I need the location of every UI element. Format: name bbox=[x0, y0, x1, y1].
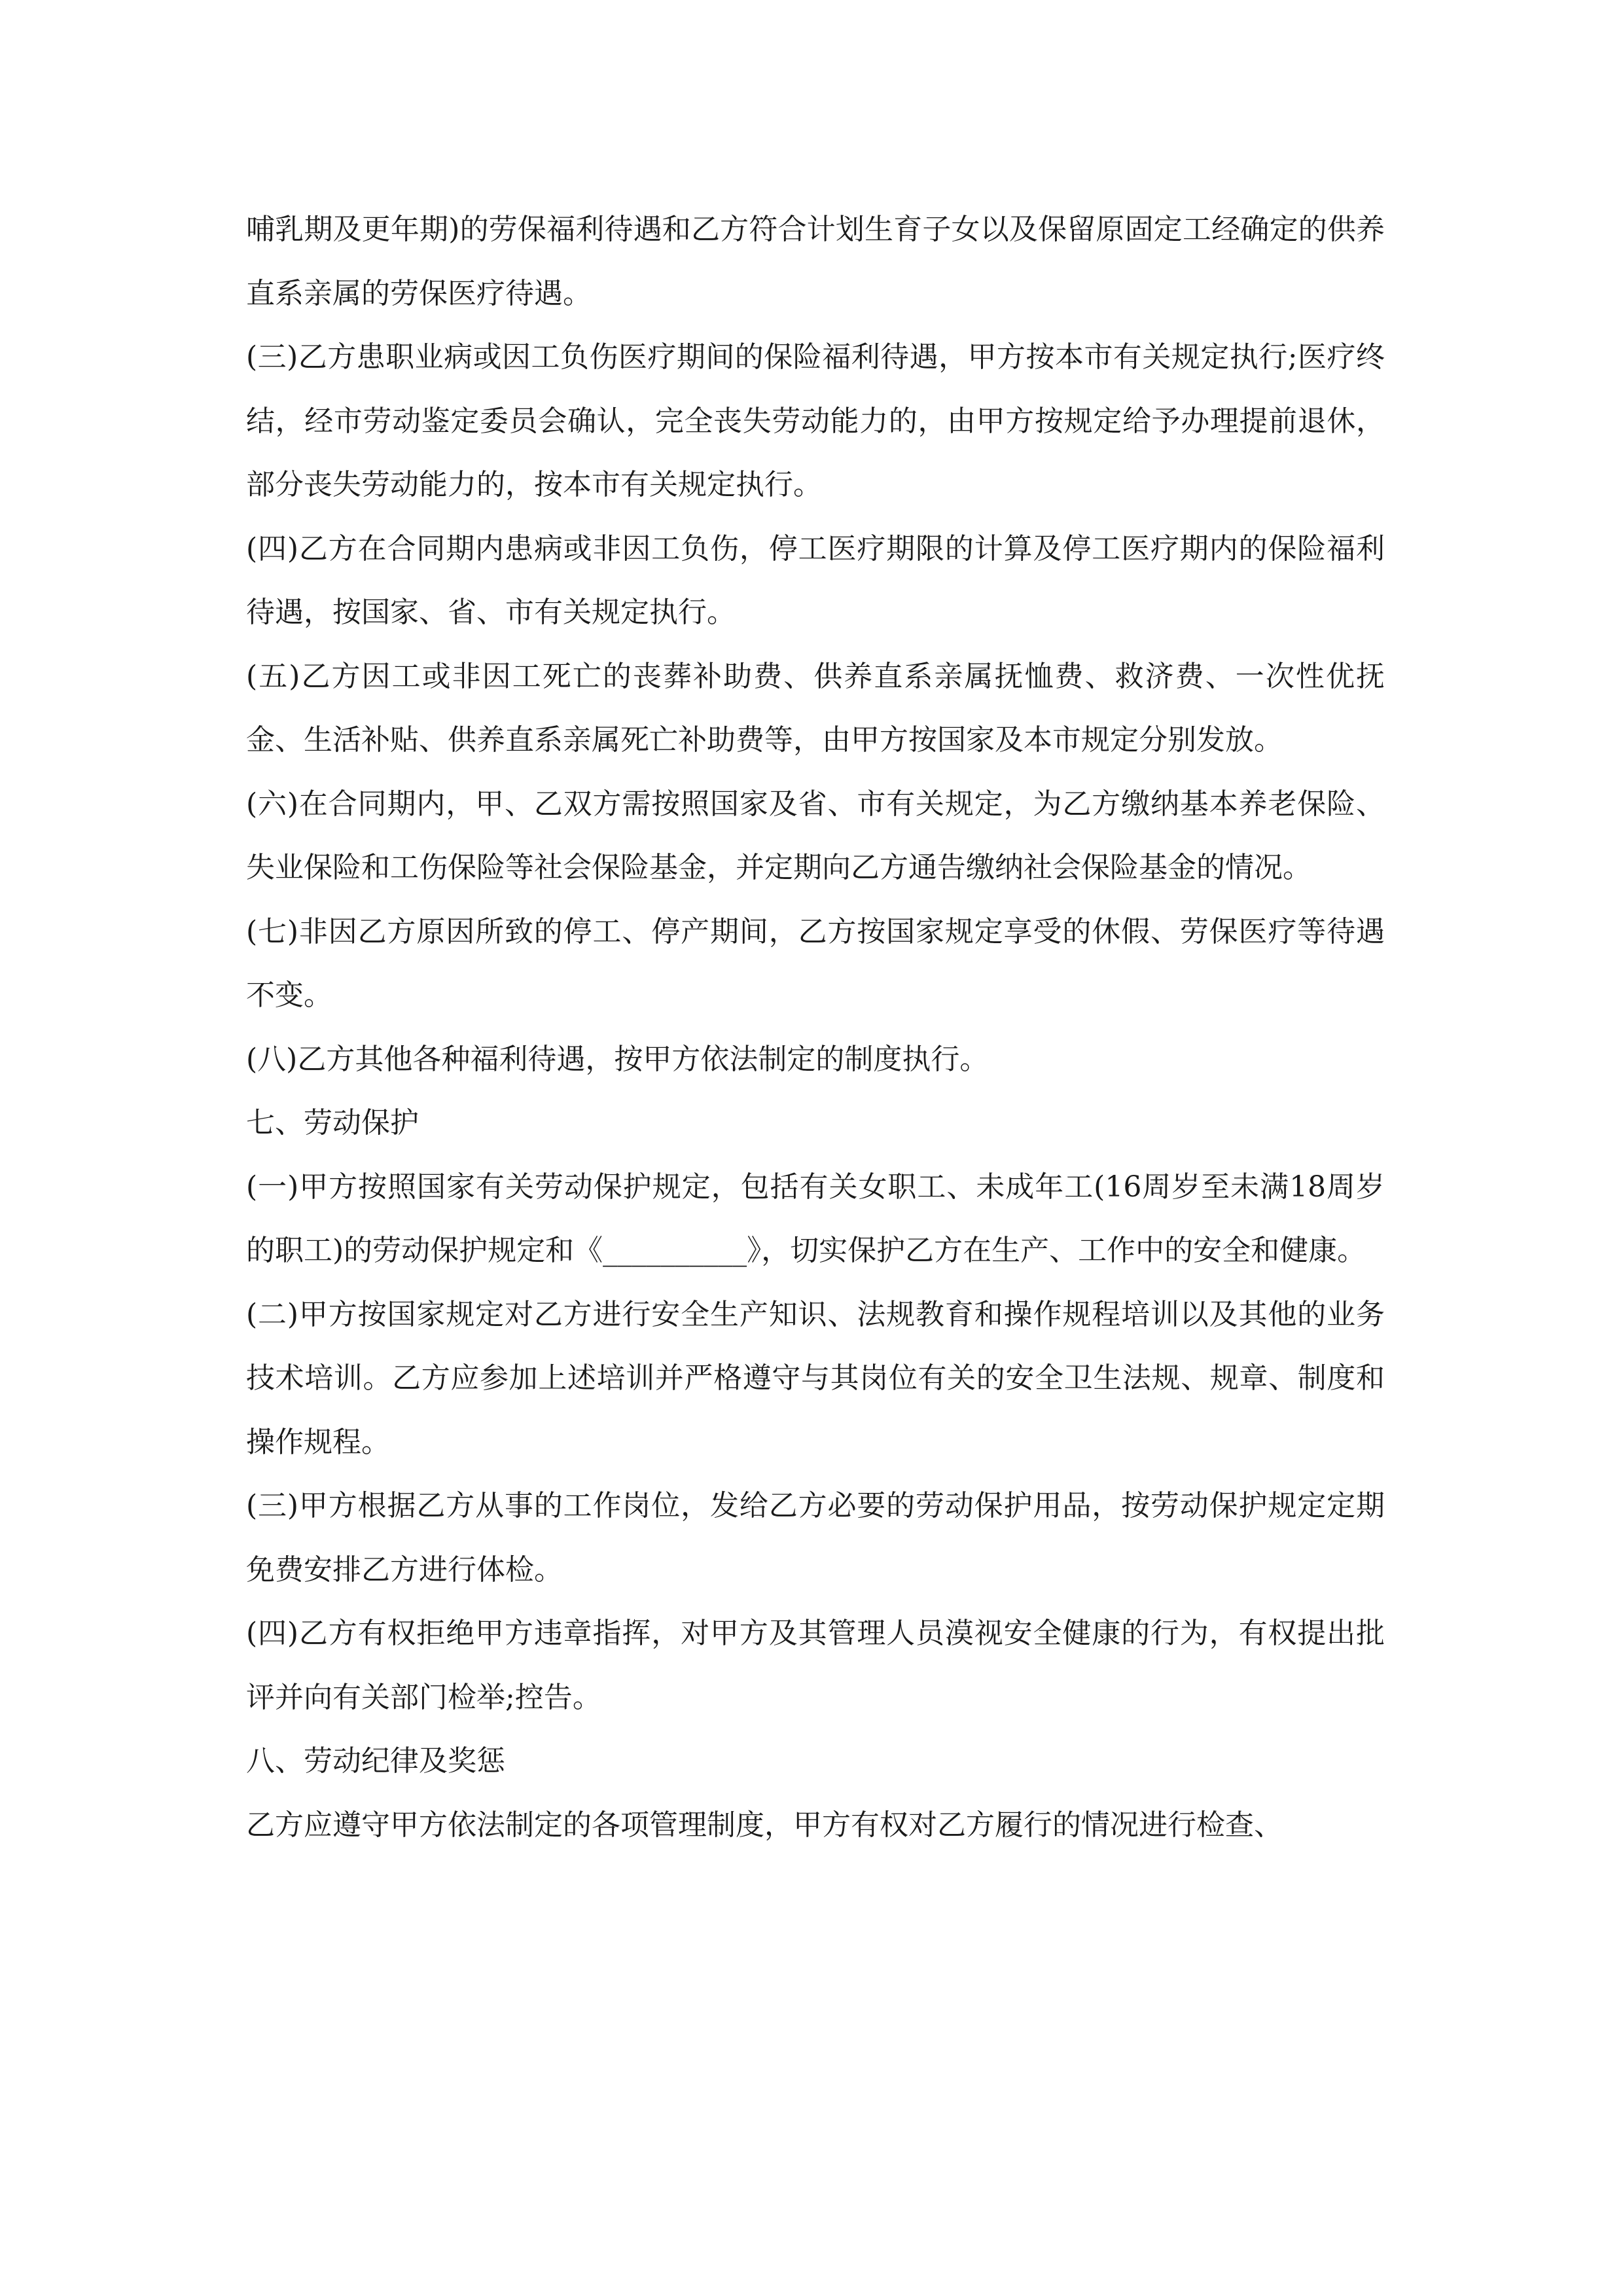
paragraph-discipline-intro: 乙方应遵守甲方依法制定的各项管理制度，甲方有权对乙方履行的情况进行检查、 bbox=[246, 1808, 1283, 1842]
paragraph-protection-clause-4: (四)乙方有权拒绝甲方违章指挥，对甲方及其管理人员漠视安全健康的行为，有权提出批评并向有关部门检举;控告。 bbox=[246, 1617, 1385, 1714]
paragraph-protection-clause-3: (三)甲方根据乙方从事的工作岗位，发给乙方必要的劳动保护用品，按劳动保护规定定期免费安排乙方进行体检。 bbox=[246, 1489, 1385, 1587]
paragraph-protection-clause-2: (二)甲方按国家规定对乙方进行安全生产知识、法规教育和操作规程培训以及其他的业务技术培训。乙方应参加上述培训并严格遵守与其岗位有关的安全卫生法规、规章、制度和操作规程。 bbox=[246, 1297, 1385, 1459]
paragraph-clause-4-illness: (四)乙方在合同期内患病或非因工负伤，停工医疗期限的计算及停工医疗期内的保险福利待遇，按国家、省、市有关规定执行。 bbox=[246, 531, 1385, 629]
paragraph-clause-6-social-insurance: (六)在合同期内，甲、乙双方需按照国家及省、市有关规定，为乙方缴纳基本养老保险、失业保险和工伤保险等社会保险基金，并定期向乙方通告缴纳社会保险基金的情况。 bbox=[246, 787, 1385, 884]
paragraph-protection-clause-1: (一)甲方按照国家有关劳动保护规定，包括有关女职工、未成年工(16周岁至未满18周岁的职工)的劳动保护规定和《__________》，切实保护乙方在生产、工作中的安全和健康。 bbox=[246, 1170, 1385, 1267]
paragraph-clause-8-other-benefits: (八)乙方其他各种福利待遇，按甲方依法制定的制度执行。 bbox=[246, 1042, 989, 1076]
paragraph-continued-maternity-benefits: 哺乳期及更年期)的劳保福利待遇和乙方符合计划生育子女以及保留原固定工经确定的供养直系亲属的劳保医疗待遇。 bbox=[246, 213, 1385, 310]
section-heading-discipline: 八、劳动纪律及奖惩 bbox=[246, 1744, 505, 1778]
paragraph-clause-7-work-stoppage: (七)非因乙方原因所致的停工、停产期间，乙方按国家规定享受的休假、劳保医疗等待遇不变。 bbox=[246, 914, 1385, 1012]
document-body bbox=[246, 198, 1385, 1857]
section-heading-labor-protection: 七、劳动保护 bbox=[246, 1106, 419, 1139]
paragraph-clause-3-occupational-injury: (三)乙方患职业病或因工负伤医疗期间的保险福利待遇，甲方按本市有关规定执行;医疗终结，经市劳动鉴定委员会确认，完全丧失劳动能力的，由甲方按规定给予办理提前退休，部分丧失劳动能力的，按本市有关规定执行。 bbox=[246, 340, 1385, 501]
paragraph-clause-5-death-benefits: (五)乙方因工或非因工死亡的丧葬补助费、供养直系亲属抚恤费、救济费、一次性优抚金、生活补贴、供养直系亲属死亡补助费等，由甲方按国家及本市规定分别发放。 bbox=[246, 659, 1385, 757]
